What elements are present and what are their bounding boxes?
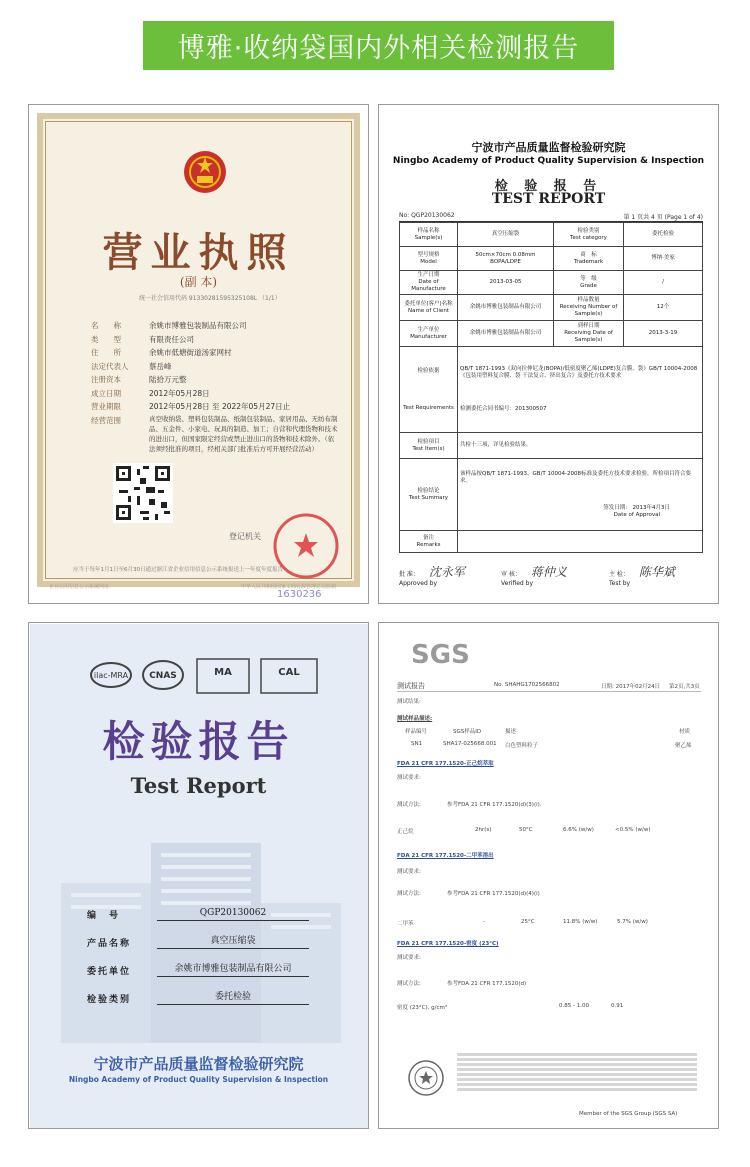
cover-institute-en: Ningbo Academy of Product Quality Supervision & Inspection [68,1075,329,1084]
sgs-fine-print [457,1053,697,1093]
licence-row: 名 称 余姚市博雅包装制品有限公司 [91,321,247,330]
sgs-report-no: No. SHAHG1702566802 [494,682,560,688]
cover-institute: 宁波市产品质量监督检验研究院 [93,1055,304,1073]
sgs-section-3: FDA 21 CFR 177.1520-密度 (23°C) [397,941,499,947]
report-table: 样品名称 Sample(s) 真空压缩袋 检验类别 Test category 委托检验 型号规格 Model 50cm×70cm 0.08mm BOPA/LDPE 商 标 Trademark 博纳·美家 生产日期 Date of Manufacture 2013-03-05 等 级 Grade / 委托单位(客户)名称 Name of Client 余姚市博雅包装制品有限公司 样品数量 Receiving Number of Sample(s) 12个 生产单位 Manufacturer 余姚市博雅包装制品有限公司 到样日期 Receiving Date of Sample(s) 2013-3-19 检验依据 Test Requirements QB/T 1871-1993《双向拉伸尼龙(BOPA)/低密度聚乙烯(LDPE)复合膜、袋》GB/T 10004-2008《包装用塑料复合膜、袋 干法复合、挤出复合》及委托方技术要求 检测委托合同书编号：201300507 检验项目 Test Item(s) 共检十三项，详见检验结果。 检验结论 Test Summary 该样品按QB/T 1871-1993、GB/T 10004-2008标准及委托方技术要求检验，所检项目符合要求。 签发日期： 2013年4月3日 Date of Approval 备注 Remarks [399,222,703,553]
signature-verified: 审 核： 蒋仲义 Verified by [501,565,567,587]
licence-footer-right: 中华人民共和国国家工商行政管理总局监制 [241,584,337,590]
sgs-title: 测试报告 [397,682,425,690]
licence-scope: 经营范围 真空收纳袋、塑料包装制品、纸制包装制品、家居用品、无纺布制品、五金件、小家电、玩具的制造、加工；自营和代理货物和技术的进出口，但国家限定经营或禁止进出口的货物和技术除外。（依法须经批准的项目，经相关部门批准后方可开展经营活动） [91,414,338,453]
sgs-page: 第2页,共3页 [669,684,700,690]
report-cover-image [28,622,369,1129]
signature-approved: 批 准： 沈永军 Approved by [399,565,465,587]
sgs-section-1: FDA 21 CFR 177.1520-正己烷萃取 [397,761,494,767]
licence-sheet [37,113,360,587]
page-banner: 博雅·收纳袋国内外相关检测报告 [143,21,614,70]
cover-field-row: 委托单位 余姚市博雅包装制品有限公司 [87,949,309,977]
sgs-report-image: SGS 测试报告 No. SHAHG1702566802 日期: 2017年02月24日 第2页,共3页 测试结果: 测试样品描述: 样品编号 SGS样品ID 描述 材质 SN1 SHA17-025668.001 白色塑料粒子 聚乙烯 FDA 21 CFR 177.1520-正己烷萃取 测试要求: 测试方法: 参考FDA 21 CFR 177.1520(d)(3)(i). 正己烷 2hr(s) 50°C 6.6% (w/w) <0.5% (w/w) FDA 21 CFR 177.1520-二甲苯溶出 测试要求: 测试方法: 参考FDA 21 CFR 177.1520(d)(4)(i) 二甲苯 - 25°C 11.8% (w/w) 5.7% (w/w) FDA 21 CFR 177.1520-密度 (23°C) 测试要求: 测试方法: 参考FDA 21 CFR 177.1520(d) 密度 (23°C), g/cm³ 0.85 - 1.00 0.91 Member of the SGS Group (SGS SA) [378,622,719,1129]
licence-footer: 应当于每年1月1日至6月30日通过浙江省企业信用信息公示系统报送上一年度年度报告 [73,567,283,573]
signature-tested: 主 检： 陈华斌 Test by [609,565,675,587]
sgs-footer: Member of the SGS Group (SGS SA) [579,1111,678,1117]
svg-text:ilac-MRA: ilac-MRA [93,671,129,680]
registration-authority: 登记机关 [229,532,261,541]
accreditation-logos-icon [89,651,329,701]
licence-footer-left: 企业信用信息公示系统网址： [49,584,115,590]
cover-fields [87,893,309,1005]
qr-code-icon [113,463,173,523]
sgs-section-2: FDA 21 CFR 177.1520-二甲苯溶出 [397,853,494,859]
licence-row: 类 型 有限责任公司 [91,334,194,344]
licence-title: 营业执照 [102,229,295,276]
svg-text:CNAS: CNAS [149,671,177,681]
licence-row: 成立日期 2012年05月28日 [91,388,210,398]
cover-field-row: 产品名称 真空压缩袋 [87,921,309,949]
sgs-logo [409,635,473,671]
report-number: No: QGP20130062 第 1 页共 4 页 (Page 1 of 4) [399,212,703,221]
licence-row: 营业期限 2012年05月28日 至 2022年05月27日止 [91,402,291,411]
report-title-en: TEST REPORT [491,191,606,207]
svg-text:SGS: SGS [411,640,470,670]
sgs-seal-icon [407,1059,445,1097]
institute-name: 宁波市产品质量监督检验研究院 [471,141,626,154]
licence-row: 法定代表人 蔡岳峰 [91,361,172,371]
cover-title-en: Test Report [130,773,267,798]
institute-name-en: Ningbo Academy of Product Quality Supervision & Inspection [392,156,705,166]
licence-fields [91,319,351,454]
credit-code: 统一社会信用代码 91330281595325108L （1/1） [139,295,281,302]
national-emblem-icon [182,149,228,195]
svg-text:CAL: CAL [278,667,300,678]
svg-text:MA: MA [214,667,232,678]
cover-field-row: 检验类别 委托检验 [87,977,309,1005]
business-licence-image [28,104,369,604]
test-report-form-image [378,104,719,604]
licence-row: 住 所 余姚市低塘街道汤家网村 [91,348,232,357]
sgs-date: 日期: 2017年02月24日 [601,684,661,690]
licence-serial: 1630236 [277,589,322,600]
cover-field-row: 编 号 QGP20130062 [87,893,309,921]
licence-row: 注册资本 陆拾万元整 [91,375,187,384]
cover-title: 检验报告 [102,717,295,766]
licence-subtitle: (副 本) [179,275,218,289]
report-title: 检 验 报 告 [494,179,603,194]
